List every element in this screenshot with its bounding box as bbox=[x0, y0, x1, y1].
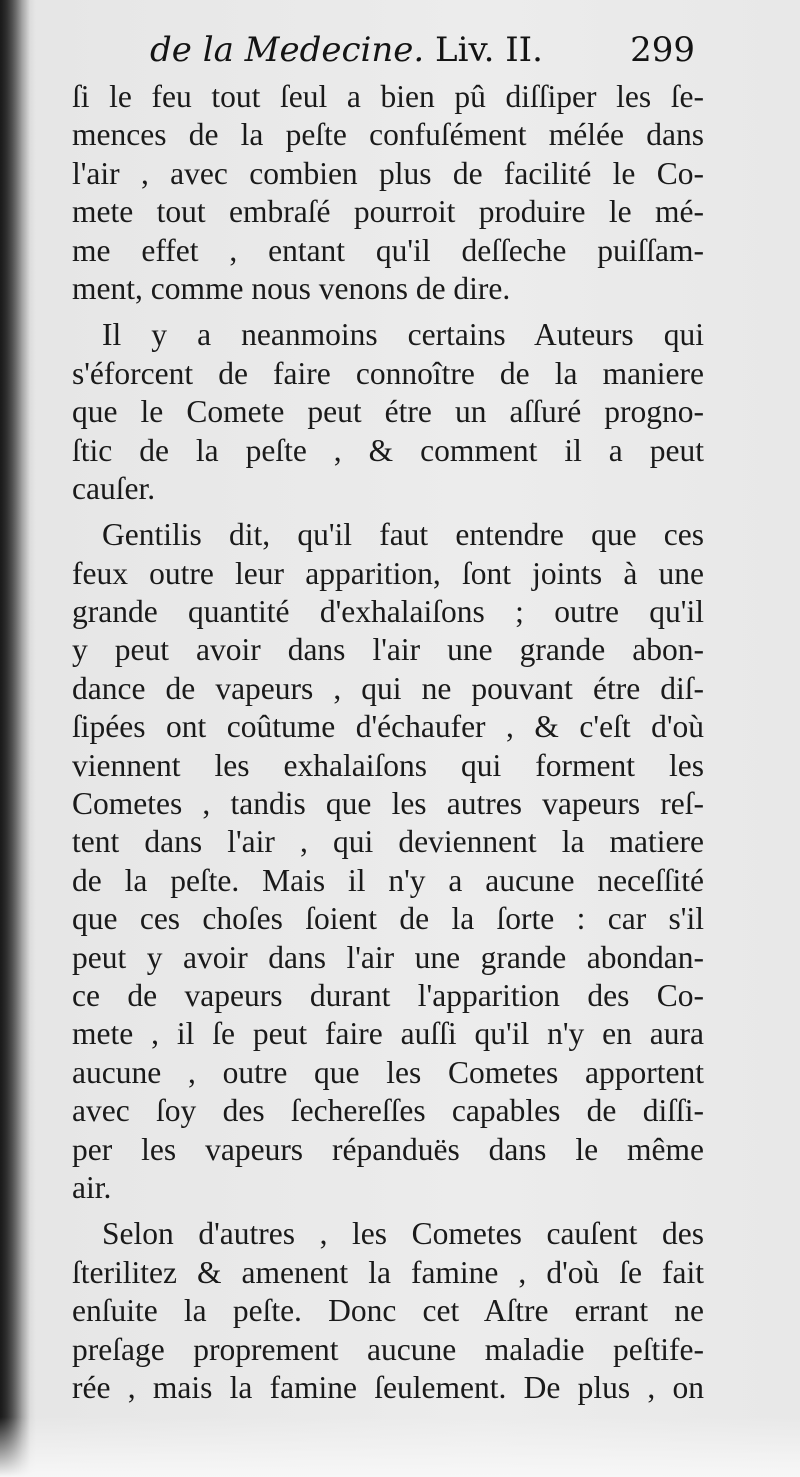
text-line: grande quantité d'exhalaiſons ; outre qu'il bbox=[72, 594, 704, 630]
text-line: que le Comete peut étre un aſſuré progno- bbox=[72, 394, 704, 430]
page-number: 299 bbox=[630, 30, 695, 70]
text-line: mete tout embraſé pourroit produire le mé- bbox=[72, 194, 704, 230]
text-line: y peut avoir dans l'air une grande abon- bbox=[72, 632, 704, 668]
text-line: feux outre leur apparition, ſont joints à une bbox=[72, 555, 704, 591]
text-line: Il y a neanmoins certains Auteurs qui bbox=[102, 317, 704, 353]
text-line: enſuite la peſte. Donc cet Aſtre errant ne bbox=[72, 1293, 704, 1329]
paragraph bbox=[72, 316, 704, 508]
text-line: de la peſte. Mais il n'y a aucune neceſſité bbox=[72, 862, 704, 898]
text-line: Cometes , tandis que les autres vapeurs reſ- bbox=[72, 786, 704, 822]
text-line: preſage proprement aucune maladie peſtife- bbox=[72, 1331, 704, 1367]
text-line: per les vapeurs répanduës dans le même bbox=[72, 1131, 704, 1167]
text-line: me effet , entant qu'il deſſeche puiſſam- bbox=[72, 232, 704, 268]
text-line: viennent les exhalaiſons qui forment les bbox=[72, 747, 704, 783]
text-line: dance de vapeurs , qui ne pouvant étre diſ- bbox=[72, 670, 704, 706]
text-line: que ces choſes ſoient de la ſorte : car s'il bbox=[72, 901, 704, 937]
text-line: cauſer. bbox=[72, 470, 156, 506]
text-line: s'éforcent de faire connoître de la maniere bbox=[72, 355, 704, 391]
text-line: aucune , outre que les Cometes apportent bbox=[72, 1054, 704, 1090]
text-line: ſtic de la peſte , & comment il a peut bbox=[72, 432, 704, 468]
text-line: ſipées ont coûtume d'échaufer , & c'eſt d'où bbox=[72, 709, 704, 745]
running-title: de la Medecine. bbox=[150, 30, 425, 70]
text-line: avec ſoy des ſechereſſes capables de diſſi- bbox=[72, 1093, 704, 1129]
text-line: l'air , avec combien plus de facilité le Co- bbox=[72, 155, 704, 191]
text-line: Gentilis dit, qu'il faut entendre que ces bbox=[102, 517, 704, 553]
book-reference: Liv. II. bbox=[435, 30, 543, 70]
text-line: mete , il ſe peut faire auſſi qu'il n'y en aura bbox=[72, 1016, 704, 1052]
text-line: ce de vapeurs durant l'apparition des Co- bbox=[72, 977, 704, 1013]
body-text bbox=[72, 78, 704, 1407]
page-bottom-margin bbox=[0, 1417, 800, 1477]
binding-shadow bbox=[0, 0, 30, 1477]
text-line: mences de la peſte confuſément mélée dans bbox=[72, 117, 704, 153]
text-line: Selon d'autres , les Cometes cauſent des bbox=[102, 1216, 704, 1252]
paragraph bbox=[72, 78, 704, 308]
text-line: rée , mais la famine ſeulement. De plus , on bbox=[72, 1369, 704, 1405]
paragraph bbox=[72, 1215, 704, 1407]
text-line: ſterilitez & amenent la famine , d'où ſe fait bbox=[72, 1254, 704, 1290]
paragraph bbox=[72, 516, 704, 1207]
text-line: ment, comme nous venons de dire. bbox=[72, 270, 511, 306]
text-line: tent dans l'air , qui deviennent la matiere bbox=[72, 824, 704, 860]
text-line: air. bbox=[72, 1169, 112, 1205]
text-line: ſi le feu tout ſeul a bien pû diſſiper les ſe- bbox=[72, 79, 704, 114]
page-header bbox=[150, 30, 695, 78]
text-line: peut y avoir dans l'air une grande abondan- bbox=[72, 939, 704, 975]
